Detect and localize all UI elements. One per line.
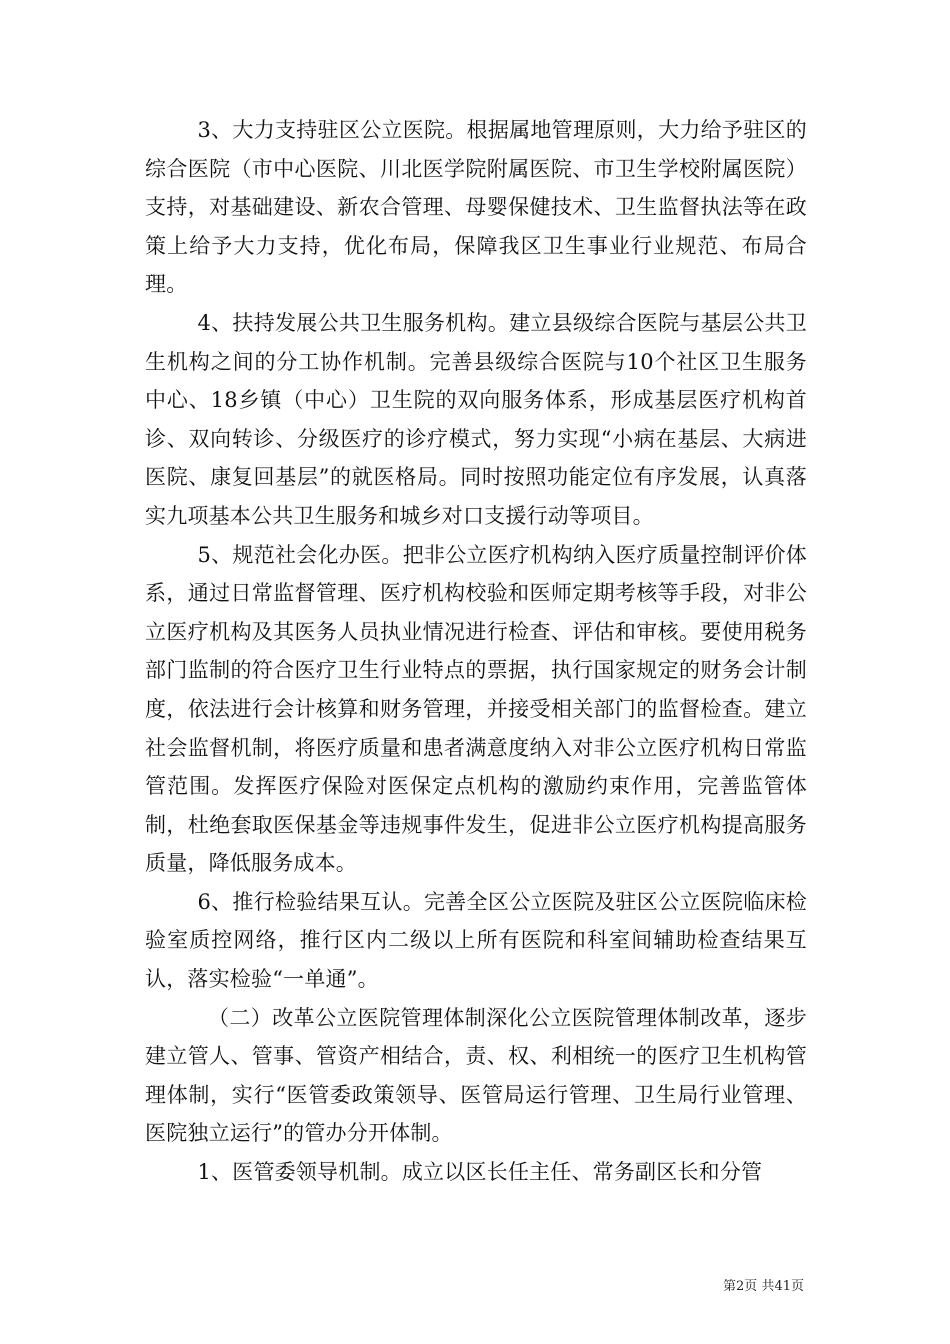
page-number-footer (723, 1275, 804, 1294)
paragraph-support-hospitals: 3、大力支持驻区公立医院。根据属地管理原则，大力给予驻区的综合医院（市中心医院、川北医学院附属医院、市卫生学校附属医院）支持，对基础建设、新农合管理、母婴保健技术、卫生监督执法等在政策上给予大力支持，优化布局，保障我区卫生事业行业规范、布局合理。 (145, 118, 807, 297)
footer-current-page: 2 (736, 1279, 745, 1294)
paragraph-social-medical: 5、规范社会化办医。把非公立医疗机构纳入医疗质量控制评价体系，通过日常监督管理、医疗机构校验和医师定期考核等手段，对非公立医疗机构及其医务人员执业情况进行检查、评估和审核。要使用税务部门监制的符合医疗卫生行业特点的票据，执行国家规定的财务会计制度，依法进行会计核算和财务管理，并接受相关部门的监督检查。建立社会监督机制，将医疗质量和患者满意度纳入对非公立医疗机构日常监管范围。发挥医疗保险对医保定点机构的激励约束作用，完善监管体制，杜绝套取医保基金等违规事件发生，促进非公立医疗机构提高服务质量，降低服务成本。 (145, 542, 807, 876)
footer-total-pages: 41 (774, 1279, 791, 1294)
document-body (145, 111, 807, 1192)
paragraph-public-health-institutions: 4、扶持发展公共卫生服务机构。建立县级综合医院与基层公共卫生机构之间的分工协作机制。完善县级综合医院与10个社区卫生服务中心、18乡镇（中心）卫生院的双向服务体系，形成基层医疗机构首诊、双向转诊、分级医疗的诊疗模式，努力实现“小病在基层、大病进医院、康复回基层”的就医格局。同时按照功能定位有序发展，认真落实九项基本公共卫生服务和城乡对口支援行动等项目。 (145, 310, 807, 528)
paragraph-leadership-mechanism: 1、医管委领导机制。成立以区长任主任、常务副区长和分管 (197, 1160, 763, 1185)
footer-prefix: 第 (723, 1279, 737, 1294)
footer-middle: 页 共 (744, 1279, 775, 1294)
paragraph-test-results: 6、推行检验结果互认。完善全区公立医院及驻区公立医院临床检验室质控网络，推行区内二级以上所有医院和科室间辅助检查结果互认，落实检验“一单通”。 (145, 889, 807, 992)
footer-suffix: 页 (790, 1279, 804, 1294)
paragraph-management-reform: （二）改革公立医院管理体制深化公立医院管理体制改革，逐步建立管人、管事、管资产相结合，责、权、利相统一的医疗卫生机构管理体制，实行“医管委政策领导、医管局运行管理、卫生局行业管理、医院独立运行”的管办分开体制。 (145, 1005, 807, 1146)
